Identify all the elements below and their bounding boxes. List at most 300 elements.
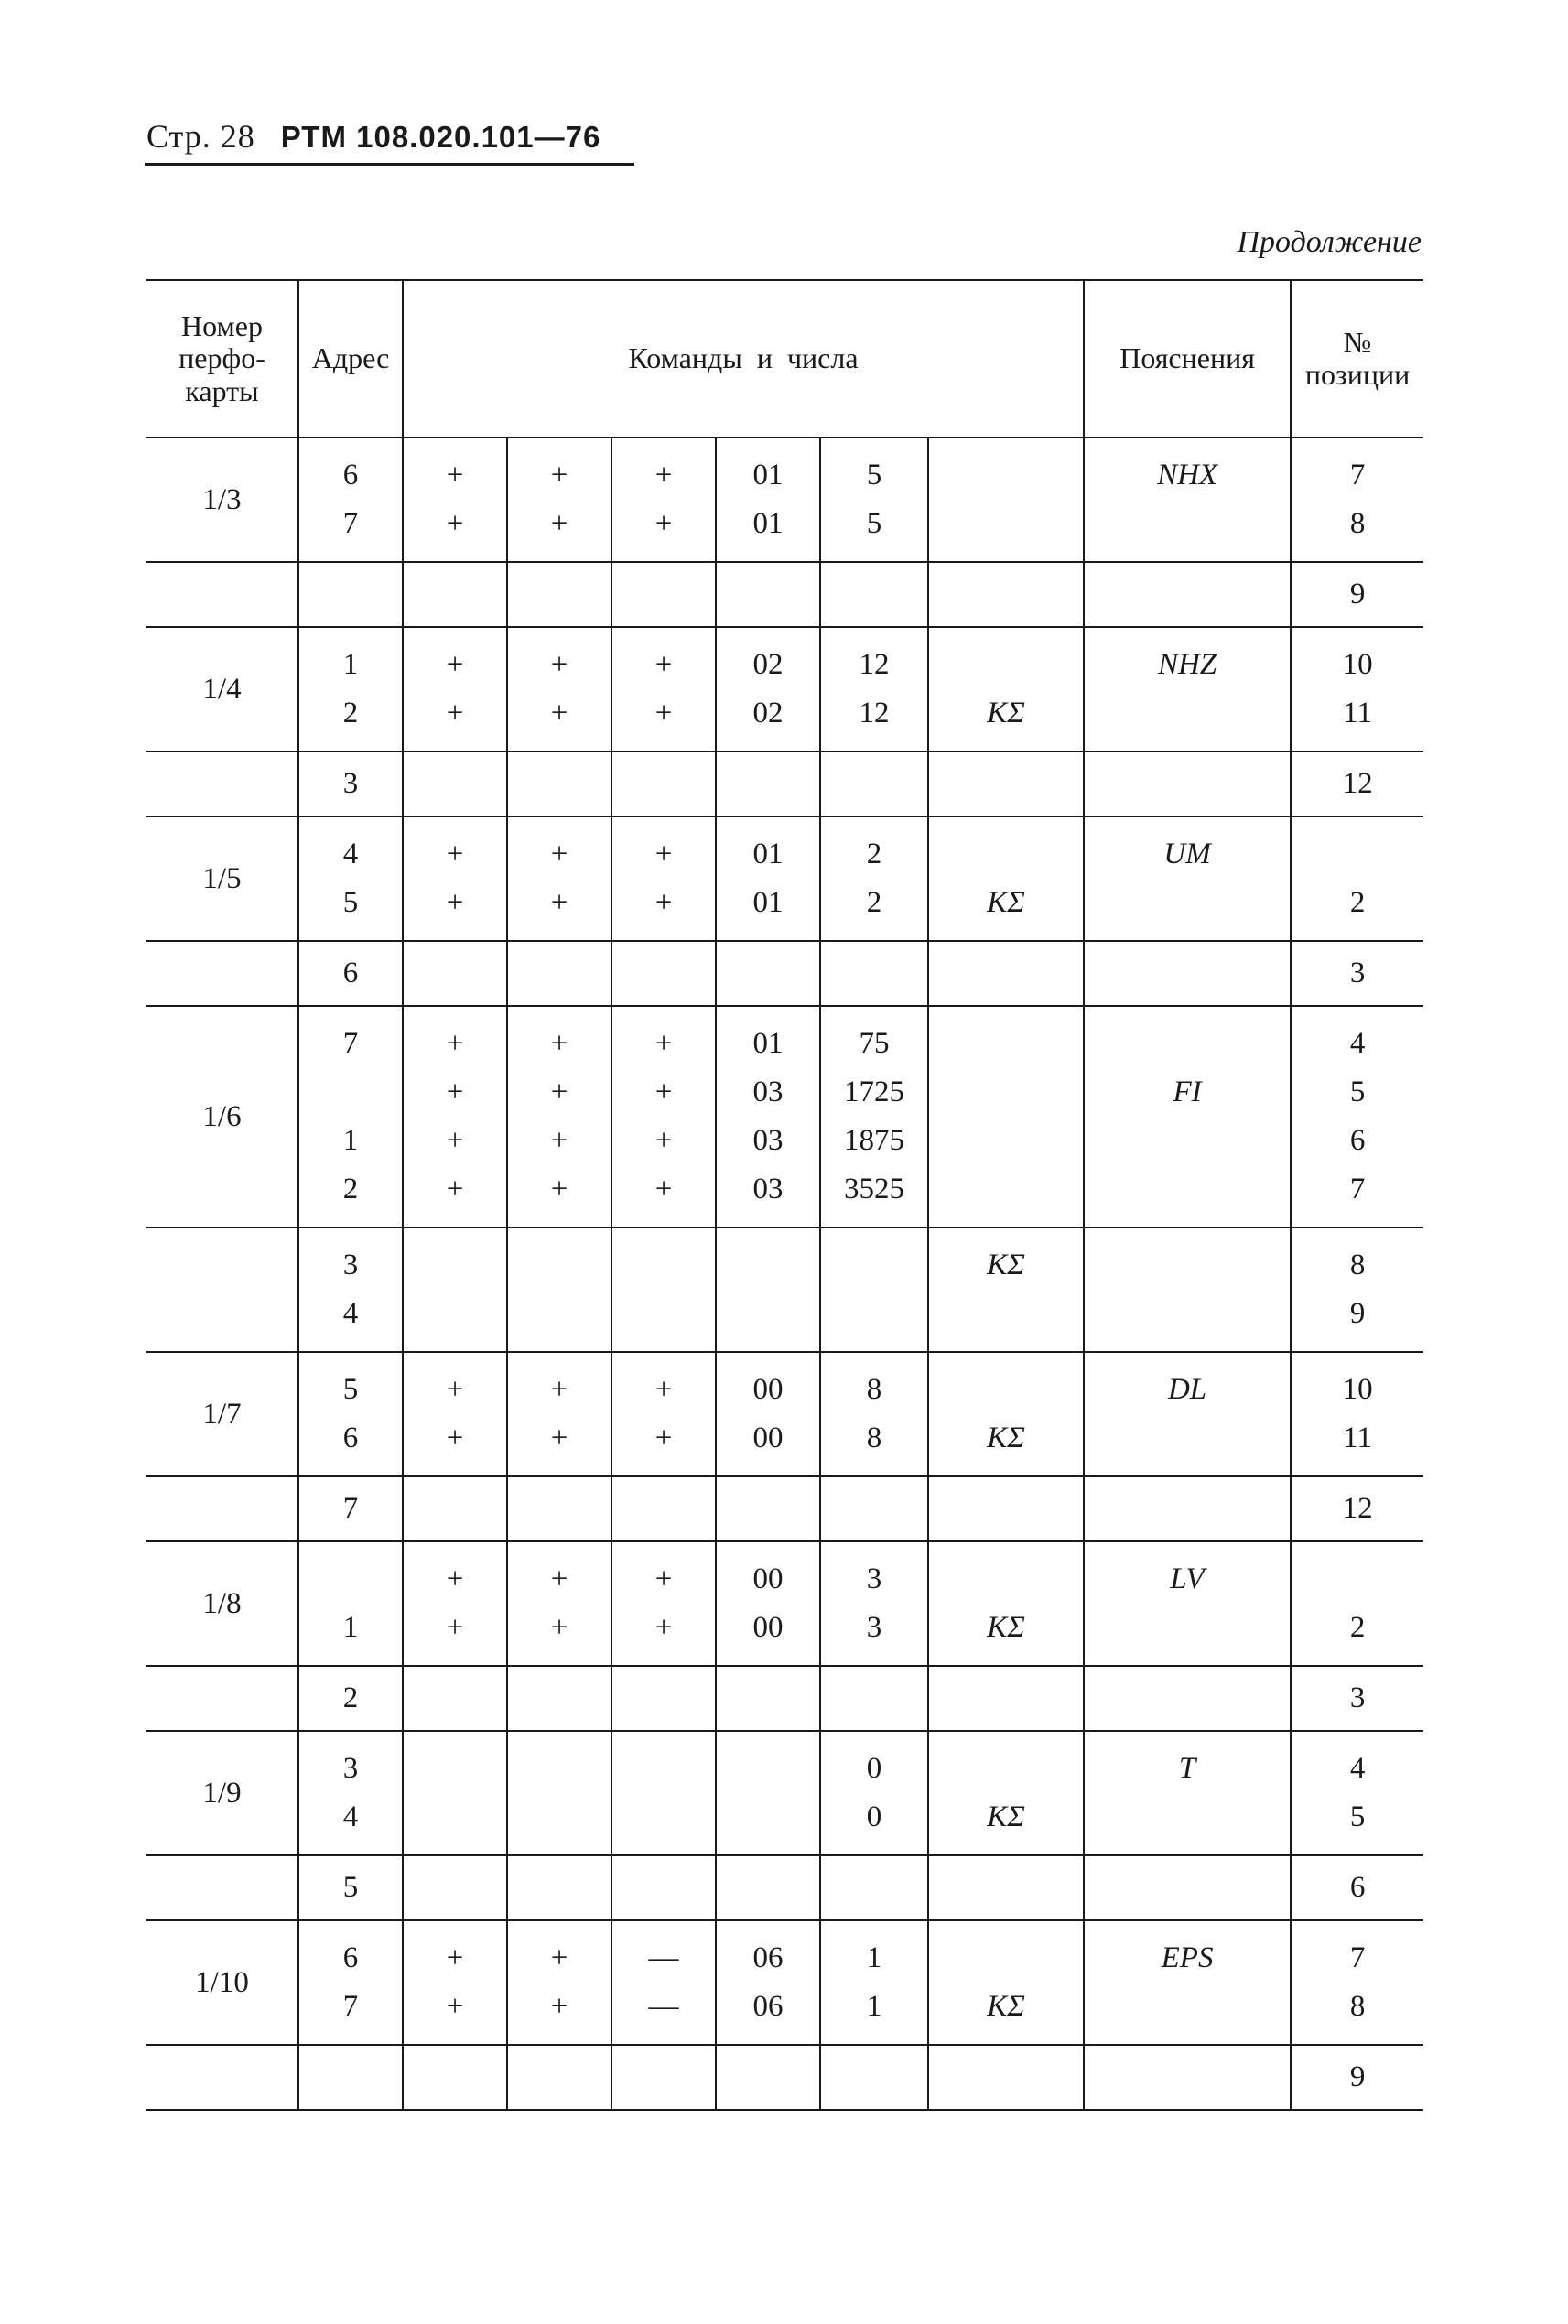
checksum-cell [928,1855,1084,1920]
checksum-cell [928,627,1084,751]
address-value [299,570,402,619]
command-4-value: 06 [752,1990,784,2023]
command-5-cell [820,1352,928,1476]
address-value [299,1555,402,1604]
command-3-cell [611,438,716,562]
card-number-cell: 1/6 [146,1006,298,1227]
command-4-cell [716,1541,820,1666]
command-2-cell [507,941,611,1006]
position-value: 6 [1349,1871,1366,1904]
checksum-cell [928,1541,1084,1666]
command-4-cell [716,1227,820,1352]
command-4-value: 00 [752,1373,784,1406]
command-2-value: + [550,838,568,870]
explanation-value [1085,1793,1290,1842]
position-value: 5 [1349,1076,1366,1108]
table-row [146,438,1423,562]
command-2-cell [507,1920,611,2045]
checksum-value [929,2053,1083,2102]
address-value: 6 [342,1941,359,1974]
command-5-value: 1 [866,1941,882,1974]
address-value: 3 [342,1248,359,1281]
command-5-cell [820,627,928,751]
command-1-value [404,1745,506,1793]
command-4-value [717,2053,819,2102]
command-2-cell [507,2045,611,2110]
address-cell [298,1476,403,1541]
table-row [146,1227,1423,1352]
position-cell [1291,438,1423,562]
command-1-value [404,2053,506,2102]
explanation-cell [1084,1541,1291,1666]
command-4-value: 03 [752,1076,784,1108]
command-2-value [508,1290,611,1338]
command-4-value [717,1745,819,1793]
command-1-cell [403,1920,507,2045]
command-3-cell [611,1920,716,2045]
command-5-cell [820,1541,928,1666]
command-4-value [717,1674,819,1723]
position-cell [1291,1541,1423,1666]
address-value: 7 [342,507,359,540]
command-3-value: — [648,1990,679,2023]
command-5-value [821,570,927,619]
command-2-value: + [550,1076,568,1108]
command-1-value: + [446,507,464,540]
command-2-value: + [550,1173,568,1205]
command-2-cell [507,1541,611,1666]
command-4-cell [716,1006,820,1227]
col-header-position: № позиции [1291,280,1423,438]
address-value: 5 [342,886,359,919]
command-2-cell [507,1227,611,1352]
explanation-cell [1084,627,1291,751]
position-value: 4 [1349,1752,1366,1785]
checksum-value [929,1165,1083,1214]
checksum-value [929,1934,1083,1983]
command-4-cell [716,816,820,941]
address-cell [298,562,403,627]
command-2-value: + [550,459,568,492]
command-5-cell [820,562,928,627]
command-5-value: 1875 [844,1124,904,1157]
command-2-cell [507,627,611,751]
command-5-value: 5 [866,459,882,492]
position-cell [1291,941,1423,1006]
command-5-value [821,2053,927,2102]
command-5-cell [820,1476,928,1541]
checksum-cell [928,1666,1084,1731]
address-value: 6 [342,957,359,989]
command-5-value [821,1864,927,1912]
checksum-value [929,949,1083,998]
command-1-cell [403,1227,507,1352]
explanation-value [1085,879,1290,927]
command-5-value: 8 [866,1421,882,1454]
position-cell [1291,1352,1423,1476]
checksum-cell [928,1476,1084,1541]
checksum-cell [928,941,1084,1006]
command-2-cell [507,1476,611,1541]
explanation-value: LV [1170,1562,1205,1595]
command-5-value [821,1290,927,1338]
command-4-value [717,1793,819,1842]
explanation-cell [1084,816,1291,941]
command-4-cell [716,1352,820,1476]
command-3-value: + [654,459,673,492]
command-1-value [404,1290,506,1338]
address-value: 5 [342,1373,359,1406]
command-4-cell [716,751,820,816]
command-3-cell [611,2045,716,2110]
command-2-value: + [550,1421,568,1454]
explanation-value [1085,500,1290,548]
checksum-value [929,1366,1083,1414]
command-3-value: + [654,1611,673,1644]
command-4-value [717,1485,819,1533]
command-4-value: 00 [752,1562,784,1595]
command-4-value: 02 [752,697,784,730]
command-3-cell [611,1541,716,1666]
address-value: 7 [342,1027,359,1060]
table-row [146,1476,1423,1541]
card-number-cell: 1/7 [146,1352,298,1476]
command-2-cell [507,1006,611,1227]
command-1-value [404,760,506,808]
command-2-value [508,1864,611,1912]
checksum-value [929,570,1083,619]
address-value: 1 [342,648,359,681]
command-3-value [612,2053,715,2102]
position-value: 11 [1343,697,1372,730]
position-value: 7 [1349,1173,1366,1205]
command-5-value: 2 [866,886,882,919]
position-value: 10 [1342,648,1373,681]
card-number-cell [146,562,298,627]
checksum-value: KΣ [987,1421,1025,1454]
table-row [146,1352,1423,1476]
address-value: 4 [342,838,359,870]
command-4-value [717,570,819,619]
address-value: 6 [342,1421,359,1454]
command-1-value: + [446,1373,464,1406]
command-2-value: + [550,886,568,919]
command-3-value: + [654,507,673,540]
command-4-value: 00 [752,1421,784,1454]
position-value: 5 [1349,1800,1366,1833]
position-value: 12 [1342,1492,1373,1525]
explanation-cell [1084,1352,1291,1476]
position-value [1292,830,1423,879]
command-4-cell [716,1855,820,1920]
command-4-value: 01 [752,459,784,492]
command-1-value: + [446,648,464,681]
card-number-cell: 1/5 [146,816,298,941]
command-4-value: 01 [752,1027,784,1060]
checksum-cell [928,562,1084,627]
table-row [146,751,1423,816]
command-5-value: 5 [866,507,882,540]
position-value: 12 [1342,767,1373,800]
position-cell [1291,1006,1423,1227]
explanation-cell [1084,1855,1291,1920]
checksum-cell [928,1731,1084,1855]
explanation-cell [1084,1476,1291,1541]
command-1-cell [403,1476,507,1541]
command-2-cell [507,1352,611,1476]
table-row [146,1666,1423,1731]
command-1-cell [403,1541,507,1666]
checksum-value: KΣ [987,1990,1025,2023]
command-4-value: 01 [752,838,784,870]
col-header-address: Адрес [298,280,403,438]
command-1-cell [403,941,507,1006]
command-1-value: + [446,1173,464,1205]
table-row [146,1920,1423,2045]
table-row [146,627,1423,751]
position-cell [1291,627,1423,751]
explanation-value [1085,760,1290,808]
checksum-value [929,1117,1083,1165]
command-2-value [508,1793,611,1842]
address-value: 1 [342,1611,359,1644]
command-4-cell [716,941,820,1006]
explanation-value: FI [1173,1076,1202,1108]
command-4-cell [716,438,820,562]
page-header [146,117,600,156]
command-3-cell [611,1352,716,1476]
explanation-value [1085,1290,1290,1338]
position-value: 9 [1349,578,1366,611]
command-3-value [612,949,715,998]
command-5-value [821,1241,927,1290]
address-value [299,2053,402,2102]
command-3-cell [611,1006,716,1227]
card-number-cell [146,751,298,816]
checksum-value [929,641,1083,689]
position-value: 9 [1349,2060,1366,2093]
command-3-value: + [654,1076,673,1108]
checksum-value [929,1485,1083,1533]
table-row [146,1855,1423,1920]
address-cell [298,438,403,562]
position-cell [1291,1855,1423,1920]
command-4-value [717,949,819,998]
command-3-cell [611,1731,716,1855]
table-row [146,816,1423,941]
command-2-value: + [550,1373,568,1406]
command-5-value: 0 [866,1752,882,1785]
explanation-value [1085,1414,1290,1463]
position-cell [1291,1920,1423,2045]
command-1-cell [403,751,507,816]
address-cell [298,1227,403,1352]
position-cell [1291,1731,1423,1855]
command-2-value: + [550,507,568,540]
position-value: 2 [1349,886,1366,919]
command-5-value: 0 [866,1800,882,1833]
explanation-value [1085,1165,1290,1214]
checksum-value [929,1020,1083,1068]
explanation-cell [1084,1006,1291,1227]
explanation-value: EPS [1161,1941,1214,1974]
command-1-value: + [446,1421,464,1454]
program-table [146,279,1423,2111]
command-3-cell [611,1227,716,1352]
command-3-value: + [654,1027,673,1060]
command-2-value [508,949,611,998]
command-4-cell [716,1476,820,1541]
address-cell [298,751,403,816]
address-cell [298,627,403,751]
explanation-cell [1084,2045,1291,2110]
explanation-cell [1084,1227,1291,1352]
position-cell [1291,2045,1423,2110]
command-3-value [612,1241,715,1290]
command-1-cell [403,1855,507,1920]
address-value: 7 [342,1990,359,2023]
address-value: 2 [342,1681,359,1714]
position-value: 3 [1349,957,1366,989]
command-1-value [404,1241,506,1290]
command-5-value: 8 [866,1373,882,1406]
command-5-cell [820,1666,928,1731]
command-4-value [717,1241,819,1290]
address-value: 6 [342,459,359,492]
position-cell [1291,1227,1423,1352]
col-header-explanation: Пояснения [1084,280,1291,438]
checksum-cell [928,438,1084,562]
command-5-cell [820,438,928,562]
command-4-value: 06 [752,1941,784,1974]
card-number-cell: 1/10 [146,1920,298,2045]
command-5-cell [820,1920,928,2045]
checksum-value [929,1745,1083,1793]
explanation-cell [1084,1731,1291,1855]
command-3-cell [611,1666,716,1731]
checksum-value: KΣ [987,1800,1025,1833]
address-value: 5 [342,1871,359,1904]
command-1-value [404,570,506,619]
command-5-value [821,1485,927,1533]
command-1-value [404,1793,506,1842]
card-number-cell: 1/9 [146,1731,298,1855]
position-value: 3 [1349,1681,1366,1714]
card-number-cell [146,1476,298,1541]
position-value: 8 [1349,1990,1366,2023]
page-number: Стр. 28 [146,118,255,155]
command-1-value [404,1485,506,1533]
position-value: 10 [1342,1373,1373,1406]
command-1-value: + [446,1124,464,1157]
position-value [1292,1555,1423,1604]
command-1-cell [403,1666,507,1731]
command-3-value: + [654,1562,673,1595]
command-2-cell [507,751,611,816]
command-3-value: + [654,886,673,919]
address-cell [298,1541,403,1666]
command-5-cell [820,1227,928,1352]
command-5-value [821,949,927,998]
checksum-value [929,500,1083,548]
explanation-cell [1084,1666,1291,1731]
col-header-commands: Команды и числа [403,280,1084,438]
command-3-value: + [654,838,673,870]
command-1-value: + [446,1027,464,1060]
command-5-cell [820,2045,928,2110]
continuation-label: Продолжение [1237,225,1422,259]
position-value: 4 [1349,1027,1366,1060]
card-number-cell [146,1855,298,1920]
command-3-value [612,760,715,808]
checksum-value [929,1674,1083,1723]
table-row [146,1006,1423,1227]
command-4-cell [716,562,820,627]
checksum-value: KΣ [987,886,1025,919]
command-2-cell [507,438,611,562]
command-5-value [821,1674,927,1723]
command-2-value: + [550,1124,568,1157]
command-5-value: 2 [866,838,882,870]
command-1-cell [403,1352,507,1476]
command-2-cell [507,1855,611,1920]
table-header-row [146,280,1423,438]
command-4-value: 01 [752,886,784,919]
command-1-cell [403,562,507,627]
command-5-value: 12 [859,697,890,730]
command-1-cell [403,627,507,751]
command-2-value: + [550,1027,568,1060]
command-2-value [508,570,611,619]
address-value: 7 [342,1492,359,1525]
card-number-cell: 1/3 [146,438,298,562]
header-rule [145,163,634,166]
command-5-value: 3 [866,1562,882,1595]
checksum-value: KΣ [987,697,1025,730]
position-value: 2 [1349,1611,1366,1644]
address-cell [298,1006,403,1227]
address-value: 3 [342,1752,359,1785]
command-4-value: 02 [752,648,784,681]
command-3-cell [611,941,716,1006]
position-cell [1291,562,1423,627]
checksum-value [929,1290,1083,1338]
explanation-value [1085,2053,1290,2102]
position-cell [1291,751,1423,816]
command-3-cell [611,816,716,941]
explanation-cell [1084,941,1291,1006]
command-1-cell [403,1006,507,1227]
command-3-cell [611,1855,716,1920]
command-2-value: + [550,697,568,730]
command-5-value: 3 [866,1611,882,1644]
explanation-value [1085,1485,1290,1533]
address-cell [298,2045,403,2110]
explanation-value [1085,1241,1290,1290]
command-3-cell [611,751,716,816]
address-cell [298,941,403,1006]
checksum-value [929,1555,1083,1604]
checksum-value [929,1864,1083,1912]
command-5-cell [820,1006,928,1227]
command-1-value: + [446,1562,464,1595]
command-3-value [612,570,715,619]
position-value: 6 [1349,1124,1366,1157]
position-cell [1291,1476,1423,1541]
command-3-value: — [648,1941,679,1974]
address-cell [298,1920,403,2045]
command-1-value: + [446,1611,464,1644]
